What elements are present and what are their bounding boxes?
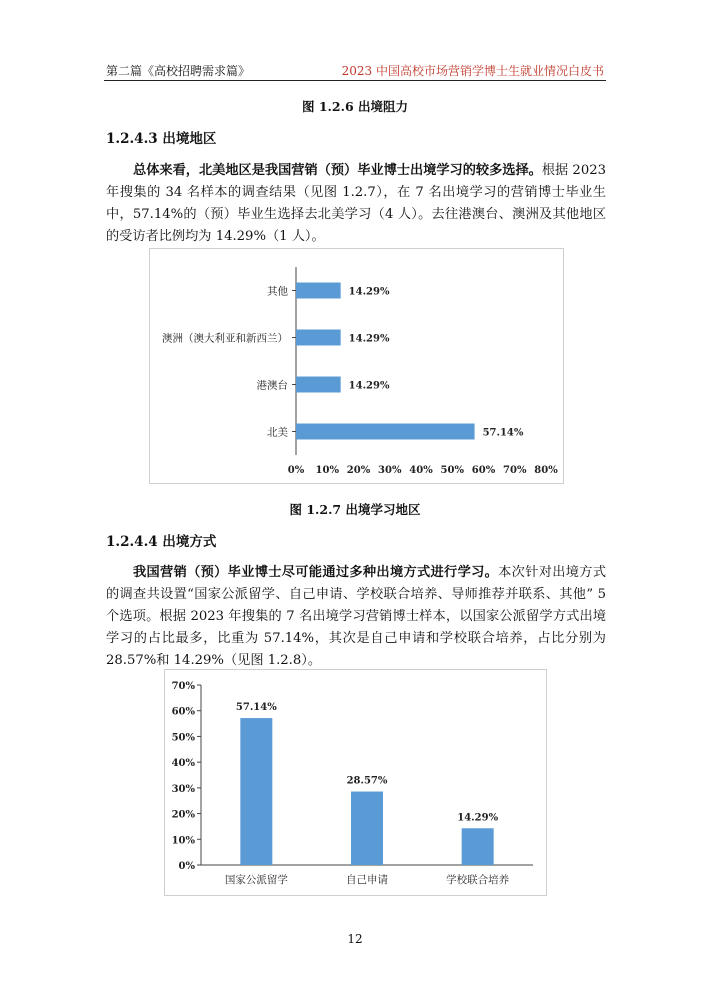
y-tick-label: 10% [171, 835, 195, 847]
y-tick-label: 70% [171, 681, 195, 692]
chart-region [150, 249, 563, 483]
header-left: 第二篇《高校招聘需求篇》 [106, 64, 251, 78]
data-label: 14.29% [348, 333, 390, 345]
category-label: 学校联合培养 [446, 874, 510, 886]
x-tick-label: 20% [346, 465, 371, 476]
section-heading-region: 1.2.4.3 出境地区 [106, 131, 217, 147]
chart-method-box [164, 669, 547, 896]
section-heading-method: 1.2.4.4 出境方式 [106, 534, 217, 550]
x-tick-label: 0% [287, 465, 305, 476]
paragraph-method [106, 562, 606, 672]
header-rule [104, 80, 606, 81]
paragraph-body: 根据 2023 年搜集的 34 名样本的调查结果（见图 1.2.7），在 7 名出境学习的营销博士毕业生中，57.14%的（预）毕业生选择去北美学习（4 人）。去往港澳台、澳洲及其他地区的受访者比例均为 14.29%（1 人）。 [106, 163, 606, 244]
x-tick-label: 10% [315, 465, 339, 476]
data-label: 14.29% [457, 812, 499, 824]
paragraph-body: 本次针对出境方式的调查共设置“国家公派留学、自己申请、学校联合培养、导师推荐并联系、其他” 5 个选项。根据 2023 年搜集的 7 名出境学习营销博士样本，以国家公派留学方式出境学习的占比最多，比重为 57.14%，其次是自己申请和学校联合培养，占比分别为 28.57%和 14.29%（见图 1.2.8）。 [106, 565, 607, 668]
y-tick-label: 30% [171, 783, 195, 795]
data-label: 14.29% [348, 380, 390, 392]
bar [296, 283, 341, 299]
bar [296, 424, 475, 440]
paragraph-lead: 我国营销（预）毕业博士尽可能通过多种出境方式进行学习。 [133, 565, 499, 580]
y-tick-label: 20% [171, 809, 195, 821]
figure-caption-region: 图 1.2.7 出境学习地区 [289, 502, 421, 517]
data-label: 28.57% [346, 775, 388, 787]
x-tick-label: 60% [471, 465, 496, 476]
x-tick-label: 80% [534, 465, 558, 476]
bar [351, 792, 383, 865]
data-label: 57.14% [235, 702, 277, 714]
header-right: 2023 中国高校市场营销学博士生就业情况白皮书 [341, 64, 604, 78]
x-tick-label: 70% [503, 465, 527, 476]
chart-method [165, 670, 546, 895]
paragraph-region [106, 160, 606, 248]
category-label: 澳洲（澳大利亚和新西兰） [162, 332, 288, 345]
bar [296, 377, 341, 393]
bar [240, 718, 272, 865]
y-tick-label: 50% [171, 732, 195, 744]
x-tick-label: 50% [440, 465, 464, 476]
category-label: 港澳台 [256, 379, 288, 392]
top-figure-caption: 图 1.2.6 出境阻力 [302, 99, 408, 114]
category-label: 自己申请 [346, 874, 388, 886]
paragraph-lead: 总体来看，北美地区是我国营销（预）毕业博士出境学习的较多选择。 [133, 163, 542, 178]
y-tick-label: 40% [171, 758, 195, 770]
x-tick-label: 40% [409, 465, 433, 476]
y-tick-label: 0% [178, 861, 195, 872]
category-label: 北美 [267, 426, 288, 439]
category-label: 其他 [267, 285, 288, 298]
data-label: 57.14% [482, 427, 524, 439]
bar [296, 330, 341, 346]
category-label: 国家公派留学 [224, 874, 288, 886]
y-tick-label: 60% [171, 706, 195, 718]
x-tick-label: 30% [378, 465, 402, 476]
page-number: 12 [347, 932, 363, 946]
bar [462, 828, 494, 865]
data-label: 14.29% [348, 286, 390, 298]
chart-region-box [149, 248, 564, 484]
